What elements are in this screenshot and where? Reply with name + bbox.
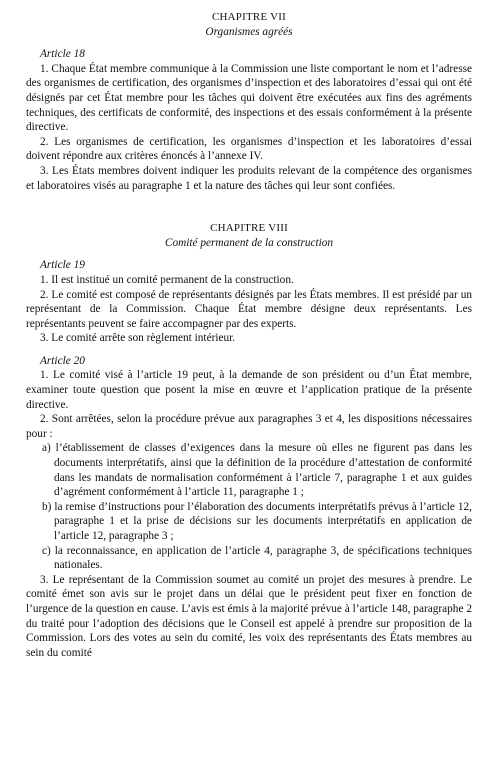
article-20-item-c: c) la reconnaissance, en application de l’article 4, paragraphe 3, de spécifications techniques nationales. bbox=[42, 544, 472, 572]
article-19-paragraph-2: 2. Le comité est composé de représentants désignés par les États membres. Il est présidé par un représentant de la Commission. Chaque État membre désigne deux représentants. Les représentants peuvent se faire accompagner par des experts. bbox=[26, 288, 472, 330]
article-19-label: Article 19 bbox=[40, 259, 85, 272]
article-20-paragraph-3: 3. Le représentant de la Commission soumet au comité un projet des mesures à prendre. Le comité émet son avis sur le projet dans un délai que le président peut fixer en fonction de l’urgence de la question en cause. L’avis est émis à la majorité prévue à l’article 148, paragraphe 2 du traité pour l’adoption des décisions que le Conseil est appelé à prendre sur proposition de la Commission. Lors des votes au sein du comité, les voix des représentants des États membres au sein du comité bbox=[26, 573, 472, 659]
article-19-paragraph-1: 1. Il est institué un comité permanent de la construction. bbox=[40, 273, 294, 286]
chapter-8-title: Comité permanent de la construction bbox=[164, 236, 334, 249]
article-20-item-b: b) la remise d’instructions pour l’élaboration des documents interprétatifs prévus à l’article 12, paragraphe 1 et la prise de décisions sur les documents interprétatifs en application de l’article 12, paragraphe 3 ; bbox=[42, 500, 472, 542]
article-20-item-a: a) l’établissement de classes d’exigences dans la mesure où elles ne figurent pas dans les documents interprétatifs, ainsi que la définition de la procédure d’attestation de conformité dans les mandats de normalisation conformément à l’article 7, paragraphe 1 et aux guides d’agrément conformément à l’article 11, paragraphe 1 ; bbox=[42, 442, 472, 499]
article-18-paragraph-3: 3. Les États membres doivent indiquer les produits relevant de la compétence des organismes et laboratoires visés au paragraphe 1 et la nature des tâches qui leur sont confiées. bbox=[26, 164, 472, 192]
article-19-paragraph-3: 3. Le comité arrête son règlement intérieur. bbox=[40, 332, 236, 345]
chapter-8-heading: CHAPITRE VIII bbox=[210, 222, 288, 235]
chapter-7-title: Organismes agréés bbox=[205, 25, 293, 38]
article-20-label: Article 20 bbox=[40, 354, 85, 367]
article-20-paragraph-2: 2. Sont arrêtées, selon la procédure prévue aux paragraphes 3 et 4, les dispositions nécessaires pour : bbox=[26, 413, 472, 440]
article-18-paragraph-1: 1. Chaque État membre communique à la Commission une liste comportant le nom et l’adresse des organismes de certification, des organismes d’inspection et des laboratoires d’essai qui ont été désignés par cet État membre pour les tâches qui doivent être exécutées aux fins des agréments techniques, des certificats de conformité, des inspections et des essais conformément à la présente directive. bbox=[26, 62, 472, 134]
chapter-7-heading: CHAPITRE VII bbox=[211, 11, 286, 23]
article-18-label: Article 18 bbox=[40, 48, 85, 61]
article-20-paragraph-1: 1. Le comité visé à l’article 19 peut, à la demande de son président ou d’un État membre, examiner toute question que posent la mise en œuvre et l’application pratique de la présente directive. bbox=[26, 369, 472, 411]
article-18-paragraph-2: 2. Les organismes de certification, les organismes d’inspection et les laboratoires d’essai doivent répondre aux critères énoncés à l’annexe IV. bbox=[26, 135, 472, 163]
